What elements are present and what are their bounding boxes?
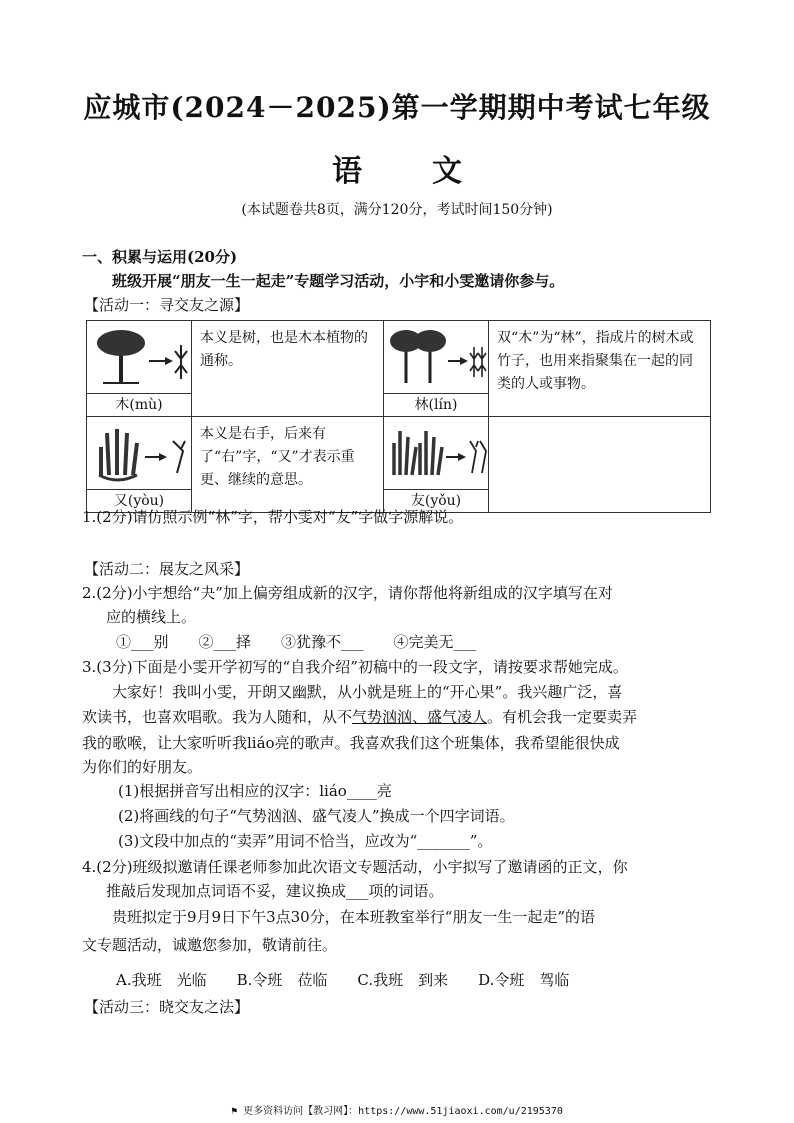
q3-passage-line2-end: 。有机会我一定要卖弄 — [487, 708, 638, 726]
you-glyph-cell — [87, 417, 192, 490]
question-2-line1: 2.(2分)小宇想给“夬”加上偏旁组成新的汉字，请你帮他将新组成的汉字填写在对 — [82, 584, 613, 602]
lin-glyph-cell — [384, 321, 489, 394]
mu-explanation: 本义是树，也是木本植物的通称。 — [192, 321, 384, 417]
question-4-options: A.我班 光临 B.令班 莅临 C.我班 到来 D.令班 驾临 — [116, 971, 570, 989]
activity-3-heading: 【活动三：晓交友之法】 — [84, 998, 250, 1016]
right-hand-pictogram-icon — [87, 417, 191, 485]
underlined-phrase: 气势汹汹、盛气凌人 — [352, 708, 488, 726]
activity-2-heading: 【活动二：展友之风采】 — [84, 560, 250, 578]
mu-glyph-cell — [87, 321, 192, 394]
etymology-table — [86, 320, 711, 513]
two-hands-pictogram-icon — [384, 417, 488, 485]
subject-title: 语文 — [332, 154, 532, 189]
you-explanation: 本义是右手，后来有了“右”字，“又”才表示重更、继续的意思。 — [192, 417, 384, 513]
tree-pictogram-icon — [87, 321, 191, 389]
lin-caption: 林(lín) — [384, 394, 489, 417]
lin-explanation: 双“木”为“林”，指成片的树木或竹子，也用来指聚集在一起的同类的人或事物。 — [489, 321, 711, 417]
q4-passage-line1: 贵班拟定于9月9日下午3点30分，在本班教室举行“朋友一生一起走”的语 — [112, 908, 596, 926]
section-intro: 班级开展“朋友一生一起走”专题学习活动，小宇和小雯邀请你参与。 — [112, 272, 565, 290]
q3-sub3: (3)文段中加点的“卖弄”用词不恰当，应改为“_______”。 — [118, 832, 493, 850]
q3-passage-line4: 为你们的好朋友。 — [82, 758, 203, 776]
footer-link[interactable]: ⚑ 更多资料访问【教习网】：https://www.51jiaoxi.com/u/2195370 — [231, 1106, 563, 1117]
exam-note: (本试题卷共8页，满分120分，考试时间150分钟) — [241, 202, 553, 218]
q3-sub1: (1)根据拼音写出相应的汉字：liáo____亮 — [118, 782, 392, 800]
question-3: 3.(3分)下面是小雯开学初写的“自我介绍”初稿中的一段文字，请按要求帮她完成。 — [82, 658, 628, 676]
exam-title: 应城市(2024－2025)第一学期期中考试七年级 — [83, 91, 711, 124]
q3-passage-line3: 我的歌喉，让大家听听我liáo亮的歌声。我喜欢我们这个班集体，我希望能很快成 — [82, 734, 620, 752]
forest-pictogram-icon — [384, 321, 488, 389]
q3-passage-line2-start: 欢读书，也喜欢唱歌。我为人随和，从不 — [82, 708, 353, 726]
question-2-line2: 应的横线上。 — [106, 608, 197, 626]
question-2-options: ①___别 ②___择 ③犹豫不___ ④完美无___ — [116, 633, 477, 651]
mu-caption: 木(mù) — [87, 394, 192, 417]
q4-passage-line2: 文专题活动，诚邀您参加，敬请前往。 — [82, 936, 338, 954]
you2-explanation-blank — [489, 417, 711, 513]
you2-glyph-cell — [384, 417, 489, 490]
q3-passage-line2 — [82, 706, 637, 728]
question-4-line1: 4.(2分)班级拟邀请任课老师参加此次语文专题活动，小宇拟写了邀请函的正文，你 — [82, 858, 628, 876]
section-heading: 一、积累与运用(20分) — [82, 248, 238, 266]
q3-sub2: (2)将画线的句子“气势汹汹、盛气凌人”换成一个四字词语。 — [118, 807, 515, 825]
question-1: 1.(2分)请仿照示例“林”字，帮小雯对“友”字做字源解说。 — [82, 508, 464, 526]
q3-passage-line1: 大家好！我叫小雯，开朗又幽默，从小就是班上的“开心果”。我兴趣广泛，喜 — [112, 683, 623, 701]
you-caption: 又(yòu) — [87, 490, 192, 513]
question-4-line2: 推敲后发现加点词语不妥，建议换成___项的词语。 — [106, 882, 444, 900]
activity-1-heading: 【活动一：寻交友之源】 — [84, 296, 250, 314]
you2-caption: 友(yǒu) — [384, 490, 489, 513]
